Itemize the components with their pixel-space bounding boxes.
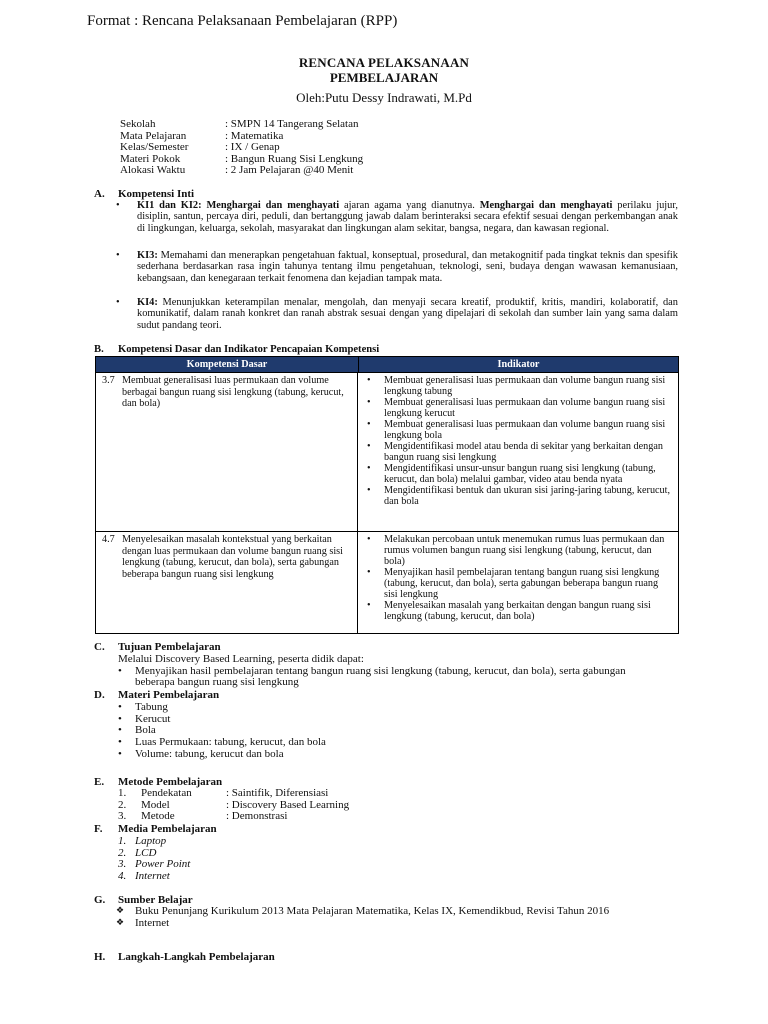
media-item-text: Power Point [135,858,191,871]
identity-key: Kelas/Semester [120,141,189,154]
indicator-item: • Menyajikan hasil pembelajaran tentang bangun ruang sisi lengkung (tabung, kerucut, dan bola), serta gabungan beberapa bangun ruang sisi lengkung [364,567,672,600]
ki-emphasis: Menghargai dan menghayati [201,200,340,211]
kd-cell [96,532,358,633]
identity-key: Materi Pokok [120,152,181,165]
identity-key: Mata Pelajaran [120,129,187,142]
identity-value: : 2 Jam Pelajaran @40 Menit [225,164,354,177]
item-number: 2. [118,846,127,859]
bullet-icon: • [116,250,120,261]
item-number: 3. [118,858,127,871]
item-value: : Saintifik, Diferensiasi [226,787,329,799]
section-letter: F. [94,823,103,835]
section-f-heading [94,823,217,835]
section-letter: B. [94,344,104,355]
ki-text: Memahami dan menerapkan pengetahuan faktual, konseptual, prosedural, dan metakognitif pada tingkat teknis dan spesifik sederhana berdasarkan rasa ingin tahunya tentang ilmu pengetahuan, teknologi, seni, budaya dengan wawasan kemanusiaan, kebangsaan, dan kenegaraan terkait fenomena dan kejadian tampak mata. [137,250,678,284]
section-title: Materi Pembelajaran [118,689,220,701]
section-title: Kompetensi Inti [118,188,195,200]
ki3-item [116,250,678,284]
identity-row-sekolah [120,119,363,131]
item-key: Pendekatan [141,787,192,799]
section-a-heading [94,188,194,200]
media-list [118,836,190,883]
section-letter: C. [94,641,105,653]
section-letter: D. [94,689,105,701]
materi-item-text: Luas Permukaan: tabung, kerucut, dan bola [135,736,326,749]
section-title: Media Pembelajaran [118,823,217,835]
indicator-cell [358,532,678,633]
indicator-item: • Mengidentifikasi model atau benda di sekitar yang berkaitan dengan bangun ruang sisi lengkung [364,441,672,463]
column-header-indikator: Indikator [497,359,540,370]
identity-row-alokasi-waktu [120,165,363,177]
section-letter: G. [94,894,106,906]
identity-value: : SMPN 14 Tangerang Selatan [225,118,359,130]
sumber-list [116,906,661,930]
document-title-line-1: RENCANA PELAKSANAAN [298,55,470,70]
indicator-item: • Mengidentifikasi unsur-unsur bangun ruang sisi lengkung (tabung, kerucut, dan bola) melalui gambar, video atau benda nyata [364,463,672,485]
identity-table [120,119,363,177]
materi-item-text: Volume: tabung, kerucut dan bola [135,747,284,760]
item-number: 4. [118,870,127,883]
materi-list [118,702,326,761]
section-title: Tujuan Pembelajaran [118,641,221,653]
media-item-text: LCD [135,846,157,859]
section-c-heading [94,641,221,653]
column-header-kompetensi-dasar: Kompetensi Dasar [96,357,359,372]
kd-indicator-table [95,356,679,634]
list-item [116,906,661,917]
indicator-item: • Mengidentifikasi bentuk dan ukuran sisi jaring-jaring tabung, kerucut, dan bola [364,485,672,507]
metode-list [118,788,349,823]
author-line: Oleh:Putu Dessy Indrawati, M.Pd [296,90,472,105]
media-item-text: Laptop [135,835,167,847]
section-d-heading [94,689,219,701]
kd-cell [96,373,358,531]
item-value: : Discovery Based Learning [226,798,350,811]
indicator-item: • Membuat generalisasi luas permukaan dan volume bangun ruang sisi lengkung kerucut [364,397,672,419]
diamond-bullet-icon: ❖ [116,906,125,916]
indicator-item: • Melakukan percobaan untuk menemukan rumus luas permukaan dan rumus volumen bangun ruang sisi lengkung (tabung, kerucut, dan bola) [364,534,672,567]
table-row [96,531,678,633]
kd-number: 3.7 [102,375,115,386]
item-value: : Demonstrasi [226,810,288,823]
identity-value: : IX / Genap [225,141,280,154]
ki-label: KI1 dan KI2: [137,200,202,211]
item-number: 3. [118,810,127,823]
bullet-icon: • [118,665,122,677]
ki4-item [116,297,678,331]
tujuan-text: Menyajikan hasil pembelajaran tentang bangun ruang sisi lengkung (tabung, kerucut, dan bola), serta gabungan beberapa bangun ruang sisi lengkung [135,665,626,688]
list-item [118,702,326,714]
list-item [118,749,326,761]
ki1-ki2-item [116,200,678,234]
section-title: Kompetensi Dasar dan Indikator Pencapaian Kompetensi [118,344,380,355]
ki-emphasis: Menghargai dan menghayati [479,200,613,211]
table-header [96,357,678,372]
bullet-icon: • [116,200,120,211]
identity-value: : Bangun Ruang Sisi Lengkung [225,152,364,165]
section-title: Langkah-Langkah Pembelajaran [118,951,275,963]
bullet-icon: • [118,747,122,760]
list-item [118,871,190,883]
section-letter: E. [94,776,105,788]
bullet-icon: • [118,736,122,749]
tujuan-intro: Melalui Discovery Based Learning, peserta didik dapat: [118,653,364,665]
section-b-heading [94,344,379,355]
diamond-bullet-icon: ❖ [116,918,125,929]
materi-item-text: Bola [135,724,156,737]
bullet-icon: • [118,701,122,713]
materi-item-text: Tabung [135,701,168,713]
list-item [118,811,349,823]
indicator-cell [358,373,678,531]
bullet-icon: • [118,712,122,725]
section-title: Metode Pembelajaran [118,776,223,788]
media-item-text: Internet [135,870,170,883]
item-number: 1. [118,835,127,847]
ki-text: ajaran agama yang dianutnya. [339,200,480,211]
bullet-icon: • [118,724,122,737]
ki-text: perilaku jujur, disiplin, santun, percaya diri, peduli, dan bertanggung jawab dalam berinteraksi secara efektif sesuai dengan perkembangan anak di lingkungan, keluarga, sekolah, masyarakat dan lingkungan alam sekitar, bangsa, negara, dan kawasan regional. [137,200,678,234]
ki-label: KI4: [137,297,158,308]
kd-text: Menyelesaikan masalah kontekstual yang berkaitan dengan luas permukaan dan volume bangun ruang sisi lengkung (tabung, kerucut, dan bola), serta gabungan beberapa bangun ruang sisi lengkung [122,534,343,580]
kd-number: 4.7 [102,534,115,545]
identity-key: Sekolah [120,118,156,130]
ki-label: KI3: [137,250,158,261]
format-line: Format : Rencana Pelaksanaan Pembelajaran (RPP) [87,13,398,29]
sumber-item-text: Internet [135,917,170,930]
indicator-item: • Menyelesaikan masalah yang berkaitan dengan bangun ruang sisi lengkung (tabung, kerucut, dan bola) [364,600,672,622]
list-item [116,918,661,929]
table-row [96,372,678,531]
item-number: 2. [118,798,127,811]
kd-text: Membuat generalisasi luas permukaan dan volume berbagai bangun ruang sisi lengkung (tabung, kerucut, dan bola) [122,375,344,409]
identity-key: Alokasi Waktu [120,164,186,177]
materi-item-text: Kerucut [135,712,171,725]
indicator-item: • Membuat generalisasi luas permukaan dan volume bangun ruang sisi lengkung bola [364,419,672,441]
ki-text: Menunjukkan keterampilan menalar, mengolah, dan menyaji secara kreatif, produktif, kritis, mandiri, kolaboratif, dan komunikatif, dalam ranah konkret dan ranah abstrak sesuai dengan yang dipelajari di sekolah dan sumber lain yang sama dalam sudut pandang teori. [137,297,678,331]
bullet-icon: • [116,297,120,308]
list-item [118,788,349,800]
document-title-line-2: PEMBELAJARAN [329,70,439,85]
section-letter: A. [94,188,105,200]
sumber-item-text: Buku Penunjang Kurikulum 2013 Mata Pelajaran Matematika, Kelas IX, Kemendikbud, Revisi Tahun 2016 [135,905,610,917]
item-key: Model [141,798,170,811]
item-key: Metode [141,810,175,823]
tujuan-item [118,666,658,687]
indicator-item: • Membuat generalisasi luas permukaan dan volume bangun ruang sisi lengkung tabung [364,375,672,397]
identity-value: : Matematika [225,129,284,142]
section-letter: H. [94,951,106,963]
list-item [118,836,190,848]
item-number: 1. [118,787,127,799]
section-title: Sumber Belajar [118,894,193,906]
section-h-heading [94,951,275,963]
